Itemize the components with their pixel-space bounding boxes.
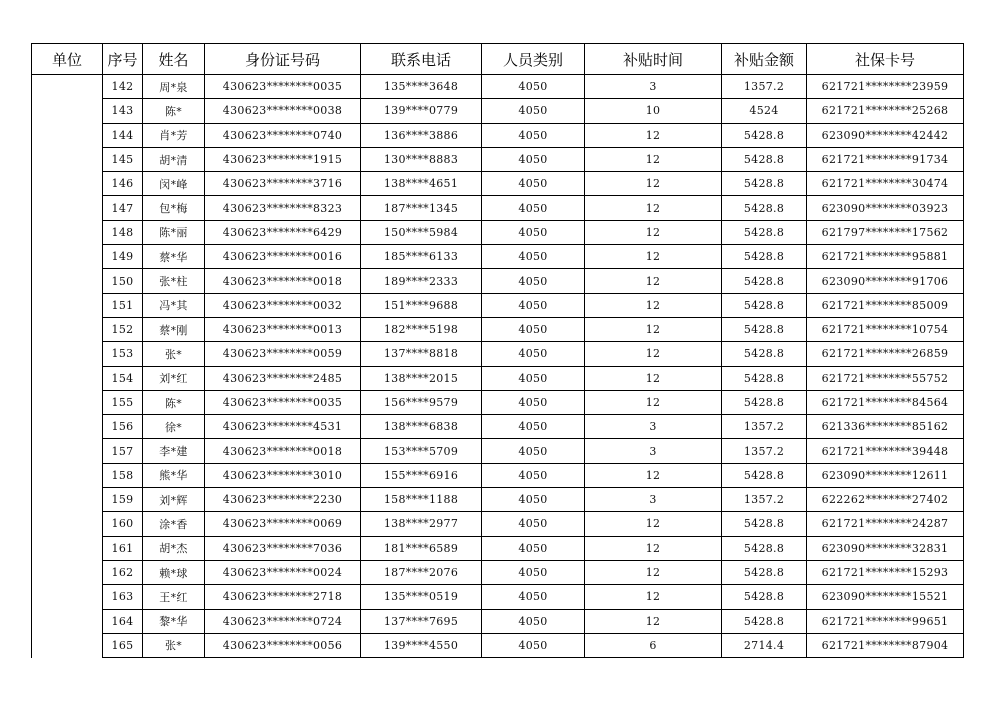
cell-id-number: 430623********3010 <box>205 463 361 487</box>
cell-person-category: 4050 <box>482 390 585 414</box>
cell-subsidy-amount: 5428.8 <box>722 269 807 293</box>
cell-social-security-card: 623090********03923 <box>807 196 964 220</box>
cell-name: 涂*香 <box>143 512 205 536</box>
cell-phone: 135****0519 <box>361 585 482 609</box>
cell-serial-number: 151 <box>103 293 143 317</box>
cell-subsidy-months: 12 <box>585 245 722 269</box>
table-row <box>32 172 964 196</box>
table-header-row <box>32 44 964 75</box>
header-id-number: 身份证号码 <box>205 44 361 75</box>
cell-serial-number: 159 <box>103 488 143 512</box>
cell-phone: 139****0779 <box>361 99 482 123</box>
cell-social-security-card: 621721********10754 <box>807 317 964 341</box>
cell-subsidy-months: 12 <box>585 220 722 244</box>
cell-subsidy-months: 6 <box>585 633 722 657</box>
cell-serial-number: 147 <box>103 196 143 220</box>
cell-social-security-card: 623090********42442 <box>807 123 964 147</box>
cell-person-category: 4050 <box>482 633 585 657</box>
cell-name: 肖*芳 <box>143 123 205 147</box>
cell-phone: 138****2977 <box>361 512 482 536</box>
cell-phone: 185****6133 <box>361 245 482 269</box>
cell-phone: 138****2015 <box>361 366 482 390</box>
cell-subsidy-months: 12 <box>585 512 722 536</box>
cell-subsidy-months: 12 <box>585 317 722 341</box>
table-row <box>32 220 964 244</box>
cell-subsidy-months: 12 <box>585 269 722 293</box>
cell-phone: 139****4550 <box>361 633 482 657</box>
cell-subsidy-months: 12 <box>585 536 722 560</box>
header-unit: 单位 <box>32 44 103 75</box>
cell-subsidy-months: 12 <box>585 123 722 147</box>
cell-phone: 137****7695 <box>361 609 482 633</box>
cell-social-security-card: 621721********24287 <box>807 512 964 536</box>
cell-id-number: 430623********4531 <box>205 415 361 439</box>
cell-person-category: 4050 <box>482 560 585 584</box>
cell-subsidy-months: 10 <box>585 99 722 123</box>
cell-id-number: 430623********0035 <box>205 390 361 414</box>
cell-person-category: 4050 <box>482 512 585 536</box>
cell-unit <box>32 75 103 658</box>
cell-serial-number: 163 <box>103 585 143 609</box>
cell-phone: 187****1345 <box>361 196 482 220</box>
cell-subsidy-months: 12 <box>585 463 722 487</box>
cell-social-security-card: 623090********12611 <box>807 463 964 487</box>
cell-person-category: 4050 <box>482 342 585 366</box>
cell-subsidy-amount: 5428.8 <box>722 390 807 414</box>
cell-subsidy-months: 12 <box>585 609 722 633</box>
cell-id-number: 430623********0032 <box>205 293 361 317</box>
cell-social-security-card: 621721********55752 <box>807 366 964 390</box>
cell-person-category: 4050 <box>482 536 585 560</box>
cell-social-security-card: 621721********39448 <box>807 439 964 463</box>
cell-id-number: 430623********0018 <box>205 269 361 293</box>
cell-person-category: 4050 <box>482 196 585 220</box>
cell-subsidy-amount: 5428.8 <box>722 317 807 341</box>
table-row <box>32 585 964 609</box>
cell-id-number: 430623********8323 <box>205 196 361 220</box>
cell-subsidy-months: 12 <box>585 172 722 196</box>
cell-name: 周*泉 <box>143 75 205 99</box>
table-row <box>32 99 964 123</box>
cell-subsidy-amount: 5428.8 <box>722 245 807 269</box>
table-row <box>32 512 964 536</box>
cell-phone: 135****3648 <box>361 75 482 99</box>
cell-subsidy-amount: 5428.8 <box>722 293 807 317</box>
cell-social-security-card: 621721********26859 <box>807 342 964 366</box>
cell-social-security-card: 621721********84564 <box>807 390 964 414</box>
table-row <box>32 317 964 341</box>
cell-social-security-card: 621797********17562 <box>807 220 964 244</box>
cell-phone: 136****3886 <box>361 123 482 147</box>
cell-subsidy-months: 3 <box>585 439 722 463</box>
table-row <box>32 342 964 366</box>
cell-serial-number: 161 <box>103 536 143 560</box>
cell-phone: 138****4651 <box>361 172 482 196</box>
cell-serial-number: 157 <box>103 439 143 463</box>
cell-social-security-card: 621721********91734 <box>807 147 964 171</box>
cell-name: 陈* <box>143 390 205 414</box>
cell-subsidy-amount: 5428.8 <box>722 172 807 196</box>
cell-person-category: 4050 <box>482 220 585 244</box>
cell-phone: 138****6838 <box>361 415 482 439</box>
table-row <box>32 269 964 293</box>
cell-name: 包*梅 <box>143 196 205 220</box>
cell-phone: 155****6916 <box>361 463 482 487</box>
cell-id-number: 430623********2718 <box>205 585 361 609</box>
cell-name: 徐* <box>143 415 205 439</box>
cell-subsidy-amount: 5428.8 <box>722 609 807 633</box>
cell-phone: 137****8818 <box>361 342 482 366</box>
cell-subsidy-months: 12 <box>585 196 722 220</box>
cell-subsidy-amount: 5428.8 <box>722 512 807 536</box>
cell-person-category: 4050 <box>482 269 585 293</box>
cell-id-number: 430623********0740 <box>205 123 361 147</box>
table-row <box>32 75 964 99</box>
cell-name: 张* <box>143 633 205 657</box>
cell-name: 胡*杰 <box>143 536 205 560</box>
cell-name: 冯*其 <box>143 293 205 317</box>
cell-social-security-card: 621721********95881 <box>807 245 964 269</box>
table-row <box>32 366 964 390</box>
cell-name: 熊*华 <box>143 463 205 487</box>
cell-subsidy-amount: 1357.2 <box>722 415 807 439</box>
cell-subsidy-amount: 5428.8 <box>722 585 807 609</box>
cell-social-security-card: 621721********25268 <box>807 99 964 123</box>
cell-subsidy-amount: 5428.8 <box>722 536 807 560</box>
cell-id-number: 430623********0013 <box>205 317 361 341</box>
cell-subsidy-months: 12 <box>585 366 722 390</box>
cell-id-number: 430623********0035 <box>205 75 361 99</box>
cell-phone: 158****1188 <box>361 488 482 512</box>
header-person-category: 人员类别 <box>482 44 585 75</box>
cell-id-number: 430623********0018 <box>205 439 361 463</box>
cell-serial-number: 154 <box>103 366 143 390</box>
cell-phone: 182****5198 <box>361 317 482 341</box>
header-subsidy-amount: 补贴金额 <box>722 44 807 75</box>
cell-serial-number: 158 <box>103 463 143 487</box>
subsidy-table-sheet <box>31 43 964 658</box>
cell-phone: 153****5709 <box>361 439 482 463</box>
cell-phone: 156****9579 <box>361 390 482 414</box>
table-row <box>32 463 964 487</box>
cell-person-category: 4050 <box>482 147 585 171</box>
cell-id-number: 430623********0016 <box>205 245 361 269</box>
cell-person-category: 4050 <box>482 245 585 269</box>
cell-serial-number: 155 <box>103 390 143 414</box>
table-row <box>32 390 964 414</box>
cell-serial-number: 162 <box>103 560 143 584</box>
cell-phone: 187****2076 <box>361 560 482 584</box>
header-serial-number: 序号 <box>103 44 143 75</box>
cell-person-category: 4050 <box>482 75 585 99</box>
cell-serial-number: 142 <box>103 75 143 99</box>
cell-subsidy-months: 12 <box>585 293 722 317</box>
cell-social-security-card: 623090********15521 <box>807 585 964 609</box>
cell-subsidy-months: 12 <box>585 147 722 171</box>
cell-subsidy-months: 3 <box>585 415 722 439</box>
cell-serial-number: 164 <box>103 609 143 633</box>
cell-id-number: 430623********0724 <box>205 609 361 633</box>
cell-name: 刘*红 <box>143 366 205 390</box>
table-row <box>32 609 964 633</box>
cell-id-number: 430623********1915 <box>205 147 361 171</box>
cell-serial-number: 144 <box>103 123 143 147</box>
cell-name: 蔡*刚 <box>143 317 205 341</box>
cell-id-number: 430623********0024 <box>205 560 361 584</box>
cell-name: 王*红 <box>143 585 205 609</box>
cell-social-security-card: 621721********87904 <box>807 633 964 657</box>
cell-serial-number: 148 <box>103 220 143 244</box>
table-row <box>32 293 964 317</box>
cell-person-category: 4050 <box>482 463 585 487</box>
cell-person-category: 4050 <box>482 123 585 147</box>
cell-serial-number: 165 <box>103 633 143 657</box>
cell-id-number: 430623********7036 <box>205 536 361 560</box>
header-social-security-card: 社保卡号 <box>807 44 964 75</box>
cell-person-category: 4050 <box>482 439 585 463</box>
table-row <box>32 147 964 171</box>
header-subsidy-months: 补贴时间 <box>585 44 722 75</box>
cell-subsidy-amount: 5428.8 <box>722 123 807 147</box>
cell-person-category: 4050 <box>482 317 585 341</box>
cell-id-number: 430623********0056 <box>205 633 361 657</box>
cell-subsidy-months: 12 <box>585 342 722 366</box>
cell-social-security-card: 621721********99651 <box>807 609 964 633</box>
cell-person-category: 4050 <box>482 172 585 196</box>
cell-phone: 151****9688 <box>361 293 482 317</box>
cell-social-security-card: 623090********91706 <box>807 269 964 293</box>
cell-subsidy-months: 12 <box>585 585 722 609</box>
cell-person-category: 4050 <box>482 99 585 123</box>
cell-name: 陈* <box>143 99 205 123</box>
cell-name: 张*柱 <box>143 269 205 293</box>
cell-serial-number: 145 <box>103 147 143 171</box>
cell-social-security-card: 621721********85009 <box>807 293 964 317</box>
cell-serial-number: 152 <box>103 317 143 341</box>
cell-id-number: 430623********0069 <box>205 512 361 536</box>
cell-phone: 150****5984 <box>361 220 482 244</box>
cell-subsidy-months: 12 <box>585 390 722 414</box>
cell-phone: 189****2333 <box>361 269 482 293</box>
cell-subsidy-amount: 5428.8 <box>722 366 807 390</box>
cell-name: 赖*球 <box>143 560 205 584</box>
header-name: 姓名 <box>143 44 205 75</box>
cell-id-number: 430623********6429 <box>205 220 361 244</box>
cell-subsidy-amount: 2714.4 <box>722 633 807 657</box>
cell-name: 李*建 <box>143 439 205 463</box>
cell-name: 张* <box>143 342 205 366</box>
cell-serial-number: 149 <box>103 245 143 269</box>
table-row <box>32 560 964 584</box>
cell-subsidy-amount: 1357.2 <box>722 488 807 512</box>
cell-subsidy-amount: 5428.8 <box>722 147 807 171</box>
table-row <box>32 245 964 269</box>
cell-person-category: 4050 <box>482 415 585 439</box>
cell-serial-number: 153 <box>103 342 143 366</box>
cell-person-category: 4050 <box>482 585 585 609</box>
subsidy-table <box>31 43 964 658</box>
cell-serial-number: 150 <box>103 269 143 293</box>
cell-person-category: 4050 <box>482 609 585 633</box>
table-row <box>32 196 964 220</box>
cell-subsidy-amount: 5428.8 <box>722 196 807 220</box>
cell-serial-number: 146 <box>103 172 143 196</box>
cell-name: 蔡*华 <box>143 245 205 269</box>
cell-name: 胡*清 <box>143 147 205 171</box>
table-body <box>32 75 964 658</box>
cell-subsidy-amount: 1357.2 <box>722 439 807 463</box>
cell-social-security-card: 621721********23959 <box>807 75 964 99</box>
cell-subsidy-amount: 5428.8 <box>722 463 807 487</box>
cell-person-category: 4050 <box>482 366 585 390</box>
cell-serial-number: 156 <box>103 415 143 439</box>
table-row <box>32 488 964 512</box>
cell-name: 陈*丽 <box>143 220 205 244</box>
table-row <box>32 415 964 439</box>
cell-subsidy-months: 3 <box>585 488 722 512</box>
cell-subsidy-months: 3 <box>585 75 722 99</box>
cell-serial-number: 160 <box>103 512 143 536</box>
cell-phone: 130****8883 <box>361 147 482 171</box>
cell-id-number: 430623********3716 <box>205 172 361 196</box>
header-phone: 联系电话 <box>361 44 482 75</box>
cell-social-security-card: 623090********32831 <box>807 536 964 560</box>
cell-phone: 181****6589 <box>361 536 482 560</box>
table-row <box>32 633 964 657</box>
cell-name: 刘*辉 <box>143 488 205 512</box>
cell-social-security-card: 622262********27402 <box>807 488 964 512</box>
cell-person-category: 4050 <box>482 293 585 317</box>
cell-id-number: 430623********2230 <box>205 488 361 512</box>
cell-serial-number: 143 <box>103 99 143 123</box>
cell-person-category: 4050 <box>482 488 585 512</box>
cell-social-security-card: 621336********85162 <box>807 415 964 439</box>
cell-id-number: 430623********2485 <box>205 366 361 390</box>
cell-subsidy-amount: 5428.8 <box>722 560 807 584</box>
table-row <box>32 439 964 463</box>
cell-social-security-card: 621721********30474 <box>807 172 964 196</box>
cell-name: 黎*华 <box>143 609 205 633</box>
cell-subsidy-months: 12 <box>585 560 722 584</box>
cell-subsidy-amount: 5428.8 <box>722 342 807 366</box>
cell-id-number: 430623********0059 <box>205 342 361 366</box>
cell-subsidy-amount: 5428.8 <box>722 220 807 244</box>
cell-id-number: 430623********0038 <box>205 99 361 123</box>
cell-subsidy-amount: 1357.2 <box>722 75 807 99</box>
cell-subsidy-amount: 4524 <box>722 99 807 123</box>
cell-social-security-card: 621721********15293 <box>807 560 964 584</box>
cell-name: 闵*峰 <box>143 172 205 196</box>
table-row <box>32 536 964 560</box>
table-row <box>32 123 964 147</box>
